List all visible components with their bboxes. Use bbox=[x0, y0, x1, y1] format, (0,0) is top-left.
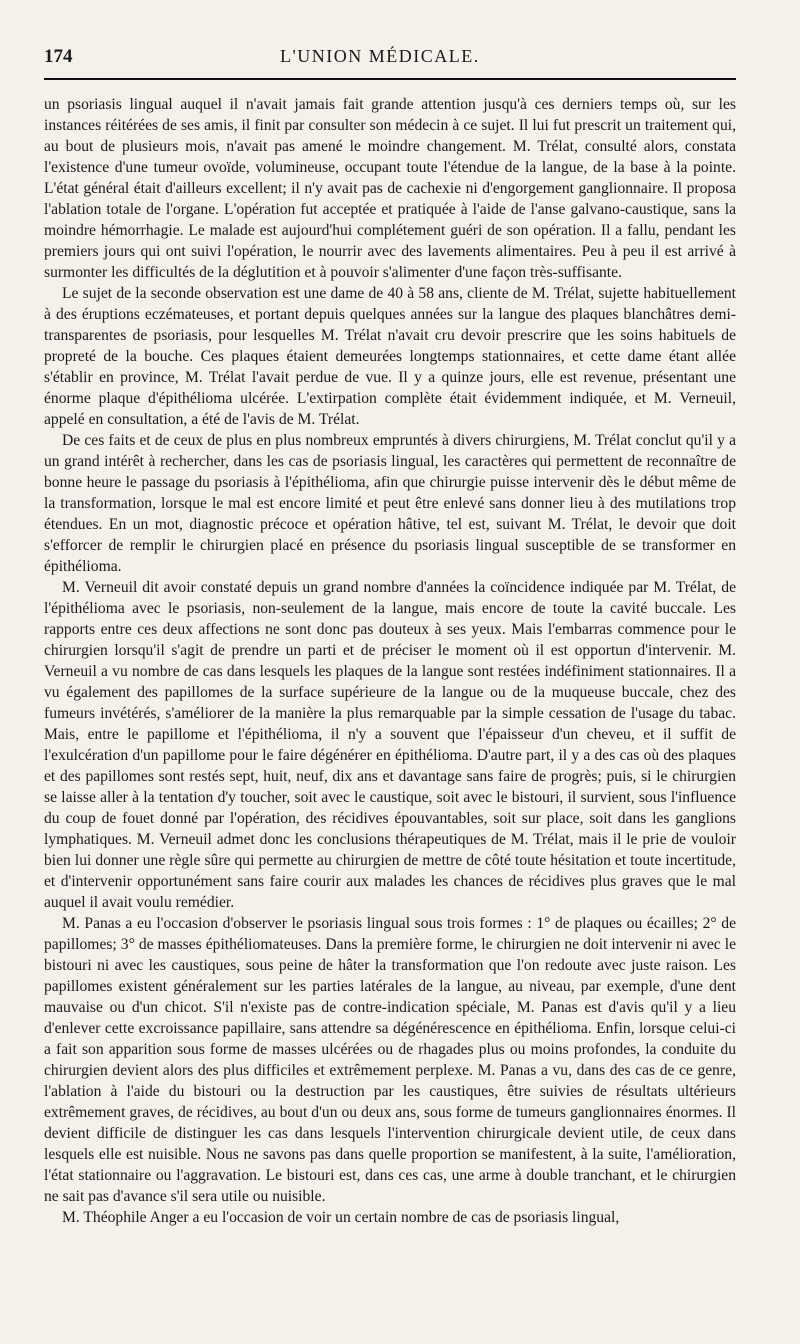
page-number: 174 bbox=[44, 46, 73, 67]
body-text bbox=[44, 94, 736, 1228]
paragraph: M. Panas a eu l'occasion d'observer le psoriasis lingual sous trois formes : 1° de plaques ou écailles; 2° de papillomes; 3° de masses épithéliomateuses. Dans la première forme, le chirurgien ne doit intervenir ni avec le bistouri ni avec les caustiques, sous peine de hâter la transformation que l'on redoute avec juste raison. Les papillomes existent généralement sur les parties latérales de la langue, au niveau, par exemple, d'une dent mauvaise ou d'un chicot. S'il n'existe pas de contre-indication spéciale, M. Panas est d'avis qu'il y a lieu d'enlever cette excroissance papillaire, sans attendre sa dégénérescence en épithélioma. Enfin, lorsque celui-ci a fait son apparition sous forme de masses ulcérées ou de rhagades plus ou moins profondes, la conduite du chirurgien devient alors des plus difficiles et extrêmement perplexe. M. Panas a vu, dans des cas de ce genre, l'ablation à l'aide du bistouri ou la destruction par les caustiques, être suivies de résultats ultérieurs extrêmement graves, de récidives, au bout d'un ou deux ans, sous forme de tumeurs ganglionnaires énormes. Il devient difficile de distinguer les cas dans lesquels l'intervention chirurgicale devient utile, de ceux dans lesquels elle est nuisible. Nous ne savons pas dans quelle proportion se manifestent, à la suite, l'amélioration, l'état stationnaire ou l'aggravation. Le bistouri est, dans ces cas, une arme à double tranchant, et le chirurgien ne sait pas d'avance s'il sera utile ou nuisible. bbox=[44, 915, 736, 1205]
paragraph: M. Théophile Anger a eu l'occasion de voir un certain nombre de cas de psoriasis lingual, bbox=[62, 1209, 620, 1226]
paragraph: un psoriasis lingual auquel il n'avait jamais fait grande attention jusqu'à ces derniers temps où, sur les instances réitérées de ses amis, il finit par consulter son médecin à ce sujet. Il lui fut prescrit un traitement qui, au bout de plusieurs mois, n'avait pas amené le moindre changement. M. Trélat, consulté alors, constata l'existence d'une tumeur ovoïde, volumineuse, occupant toute l'étendue de la langue, de la base à la pointe. L'état général était d'ailleurs excellent; il n'y avait pas de cachexie ni d'engorgement ganglionnaire. Il proposa l'ablation totale de l'organe. L'opération fut acceptée et pratiquée à l'aide de l'anse galvano-caustique, sans la moindre hémorrhagie. Le malade est aujourd'hui complétement guéri de son opération. Il a fallu, pendant les premiers jours qui ont suivi l'opération, le nourrir avec des lavements alimentaires. Peu à peu il est arrivé à surmonter les difficultés de la déglutition et à pouvoir s'alimenter d'une façon très-suffisante. bbox=[44, 96, 736, 281]
paragraph: M. Verneuil dit avoir constaté depuis un grand nombre d'années la coïncidence indiquée par M. Trélat, de l'épithélioma avec le psoriasis, non-seulement de la langue, mais encore de toute la cavité buccale. Les rapports entre ces deux affections ne sont donc pas douteux à ses yeux. Mais l'embarras commence pour le chirurgien lorsqu'il s'agit de prendre un parti et de préciser le moment où il est opportun d'intervenir. M. Verneuil a vu nombre de cas dans lesquels les plaques de la langue sont restées indéfiniment stationnaires. Il a vu également des papillomes de la surface supérieure de la langue ou de la muqueuse buccale, chez des fumeurs invétérés, s'améliorer de la manière la plus remarquable par la simple cessation de l'usage du tabac. Mais, entre le papillome et l'épithélioma, il n'y a souvent que l'épaisseur d'un cheveu, et il suffit de l'exulcération d'un papillome pour le faire dégénérer en épithélioma. D'autre part, il y a des cas où des plaques et des papillomes sont restés sept, huit, neuf, dix ans et davantage sans faire de progrès; puis, si le chirurgien se laisse aller à la tentation d'y toucher, soit avec le caustique, soit avec le bistouri, il survient, sous l'influence du coup de fouet donné par l'opération, des récidives épouvantables, soit sur place, soit dans les ganglions lymphatiques. M. Verneuil admet donc les conclusions thérapeutiques de M. Trélat, mais il le prie de vouloir bien lui donner une règle sûre qui permette au chirurgien de mettre de côté toute hésitation et toute incertitude, et d'intervenir opportunément sans faire courir aux malades les chances de récidives plus graves que le mal auquel il avait voulu remédier. bbox=[44, 579, 736, 911]
header-rule bbox=[44, 78, 736, 80]
paragraph: De ces faits et de ceux de plus en plus nombreux empruntés à divers chirurgiens, M. Trélat conclut qu'il y a un grand intérêt à rechercher, dans les cas de psoriasis lingual, les caractères qui permettent de reconnaître de bonne heure le passage du psoriasis à l'épithélioma, afin que chirurgie puisse intervenir dès le début même de la transformation, lorsque le mal est encore limité et peut être enlevé sans donner lieu à des mutilations trop étendues. En un mot, diagnostic précoce et opération hâtive, tel est, suivant M. Trélat, le devoir que doit s'efforcer de remplir le chirurgien placé en présence du psoriasis lingual susceptible de se transformer en épithélioma. bbox=[44, 432, 736, 575]
paragraph: Le sujet de la seconde observation est une dame de 40 à 58 ans, cliente de M. Trélat, sujette habituellement à des éruptions eczémateuses, et portant depuis quelques années sur la langue des plaques blanchâtres demi-transparentes de psoriasis, pour lesquelles M. Trélat n'avait cru devoir prescrire que les soins habituels de propreté de la bouche. Ces plaques étaient demeurées longtemps stationnaires, et cette dame étant allée s'établir en province, M. Trélat l'avait perdue de vue. Il y a quinze jours, elle est revenue, présentant une énorme plaque d'épithélioma ulcérée. L'extirpation complète était évidemment indiquée, et M. Verneuil, appelé en consultation, a été de l'avis de M. Trélat. bbox=[44, 285, 736, 428]
running-title: L'UNION MÉDICALE. bbox=[280, 46, 480, 66]
page-header bbox=[44, 34, 736, 74]
